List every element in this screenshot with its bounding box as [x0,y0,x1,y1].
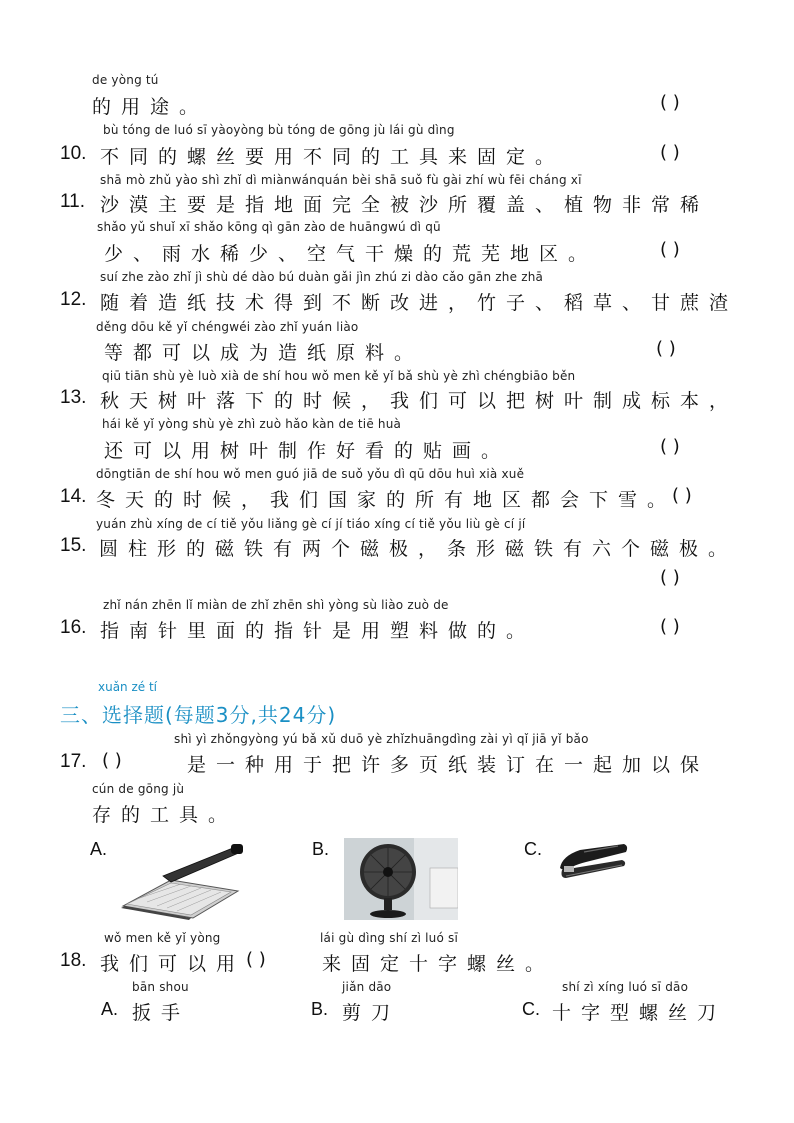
q12-pinyin-1: suí zhe zào zhǐ jì shù dé dào bú duàn gǎi jìn zhú zi dào cǎo gān zhe zhā [100,270,544,284]
q11-answer-paren[interactable]: ( ) [660,239,680,260]
q12-number: 12. [60,289,87,310]
q11-text-1: 沙漠主要是指地面完全被沙所覆盖、植物非常稀 [100,194,710,216]
q10-pinyin: bù tóng de luó sī yàoyòng bù tóng de gōng jù lái gù dìng [103,123,455,137]
q16-pinyin: zhǐ nán zhēn lǐ miàn de zhǐ zhēn shì yòng sù liào zuò de [103,598,449,612]
q17-option-a-letter[interactable]: A. [90,839,108,859]
q9-pinyin: de yòng tú [92,73,159,87]
section-3-pinyin: xuǎn zé tí [98,680,158,694]
q15-number: 15. [60,535,87,556]
q11-pinyin-1: shā mò zhǔ yào shì zhǐ dì miànwánquán bèi shā suǒ fù gài zhí wù fēi cháng xī [100,173,582,187]
q18-number: 18. [60,950,87,971]
q18-option-a-text[interactable]: 扳手 [132,1002,191,1024]
q13-pinyin-1: qiū tiān shù yè luò xià de shí hou wǒ men kě yǐ bǎ shù yè zhì chéngbiāo běn [102,369,576,383]
q14-text: 冬天的时候，我们国家的所有地区都会下雪。 [96,489,677,511]
q10-number: 10. [60,143,87,164]
q13-number: 13. [60,387,87,408]
q15-text: 圆柱形的磁铁有两个磁极，条形磁铁有六个磁极。 [99,538,738,560]
stapler-icon[interactable] [556,838,630,882]
q12-pinyin-2: děng dōu kě yǐ chéngwéi zào zhǐ yuán liào [96,320,359,334]
q17-pinyin-1: shì yì zhǒngyòng yú bǎ xǔ duō yè zhǐzhuāngdìng zài yì qǐ jiā yǐ bǎo [174,732,589,746]
q15-pinyin: yuán zhù xíng de cí tiě yǒu liǎng gè cí jí tiáo xíng cí tiě yǒu liù gè cí jí [96,517,526,531]
q17-pinyin-2: cún de gōng jù [92,782,185,796]
q17-answer-paren[interactable]: ( ) [102,750,122,771]
q17-text-2: 存的工具。 [92,804,238,826]
q9-text: 的用途。 [92,96,209,118]
q18-option-c-text[interactable]: 十字型螺丝刀 [552,1002,727,1024]
q10-answer-paren[interactable]: ( ) [660,142,680,163]
q12-answer-paren[interactable]: ( ) [656,338,676,359]
q18-option-b-letter[interactable]: B. [311,999,329,1019]
q18-text-b: 来固定十字螺丝。 [322,953,555,975]
q14-pinyin: dōngtiān de shí hou wǒ men guó jiā de suǒ yǒu dì qū dōu huì xià xuě [96,467,525,481]
desk-fan-icon[interactable] [344,838,458,920]
q18-option-b-text[interactable]: 剪刀 [342,1002,401,1024]
q14-answer-paren[interactable]: ( ) [672,485,692,506]
paper-cutter-icon[interactable] [113,836,245,920]
q11-number: 11. [60,191,86,212]
q17-option-b-letter[interactable]: B. [312,839,330,859]
q18-option-a-pinyin: bān shou [132,980,189,994]
q12-text-1: 随着造纸技术得到不断改进，竹子、稻草、甘蔗渣 [100,292,739,314]
q13-text-2: 还可以用树叶制作好看的贴画。 [104,440,511,462]
q18-option-c-letter[interactable]: C. [522,999,540,1019]
q11-text-2: 少、雨水稀少、空气干燥的荒芜地区。 [104,243,598,265]
q16-number: 16. [60,617,87,638]
q18-option-c-pinyin: shí zì xíng luó sī dāo [562,980,689,994]
q11-pinyin-2: shǎo yǔ shuǐ xī shǎo kōng qì gān zào de huāngwú dì qū [97,220,441,234]
q16-answer-paren[interactable]: ( ) [660,616,680,637]
q9-answer-paren[interactable]: ( ) [660,92,680,113]
q14-number: 14. [60,486,87,507]
q13-pinyin-2: hái kě yǐ yòng shù yè zhì zuò hǎo kàn de tiē huà [102,417,402,431]
q18-option-a-letter[interactable]: A. [101,999,119,1019]
q17-number: 17. [60,751,87,772]
q13-answer-paren[interactable]: ( ) [660,436,680,457]
q17-option-c-letter[interactable]: C. [524,839,542,859]
section-3-title: 三、选择题(每题3分,共24分) [60,703,337,727]
q13-text-1: 秋天树叶落下的时候，我们可以把树叶制成标本， [100,390,739,412]
q18-option-b-pinyin: jiǎn dāo [342,980,392,994]
q16-text: 指南针里面的指针是用塑料做的。 [100,620,536,642]
q10-text: 不同的螺丝要用不同的工具来固定。 [100,146,565,168]
q17-text-1: 是一种用于把许多页纸装订在一起加以保 [187,754,710,776]
q15-answer-paren[interactable]: ( ) [660,567,680,588]
q18-answer-paren[interactable]: ( ) [246,949,266,970]
q18-pinyin-b: lái gù dìng shí zì luó sī [320,931,458,945]
q12-text-2: 等都可以成为造纸原料。 [104,342,424,364]
q18-pinyin-a: wǒ men kě yǐ yòng [104,931,221,945]
q18-text-a: 我们可以用 [100,953,246,975]
